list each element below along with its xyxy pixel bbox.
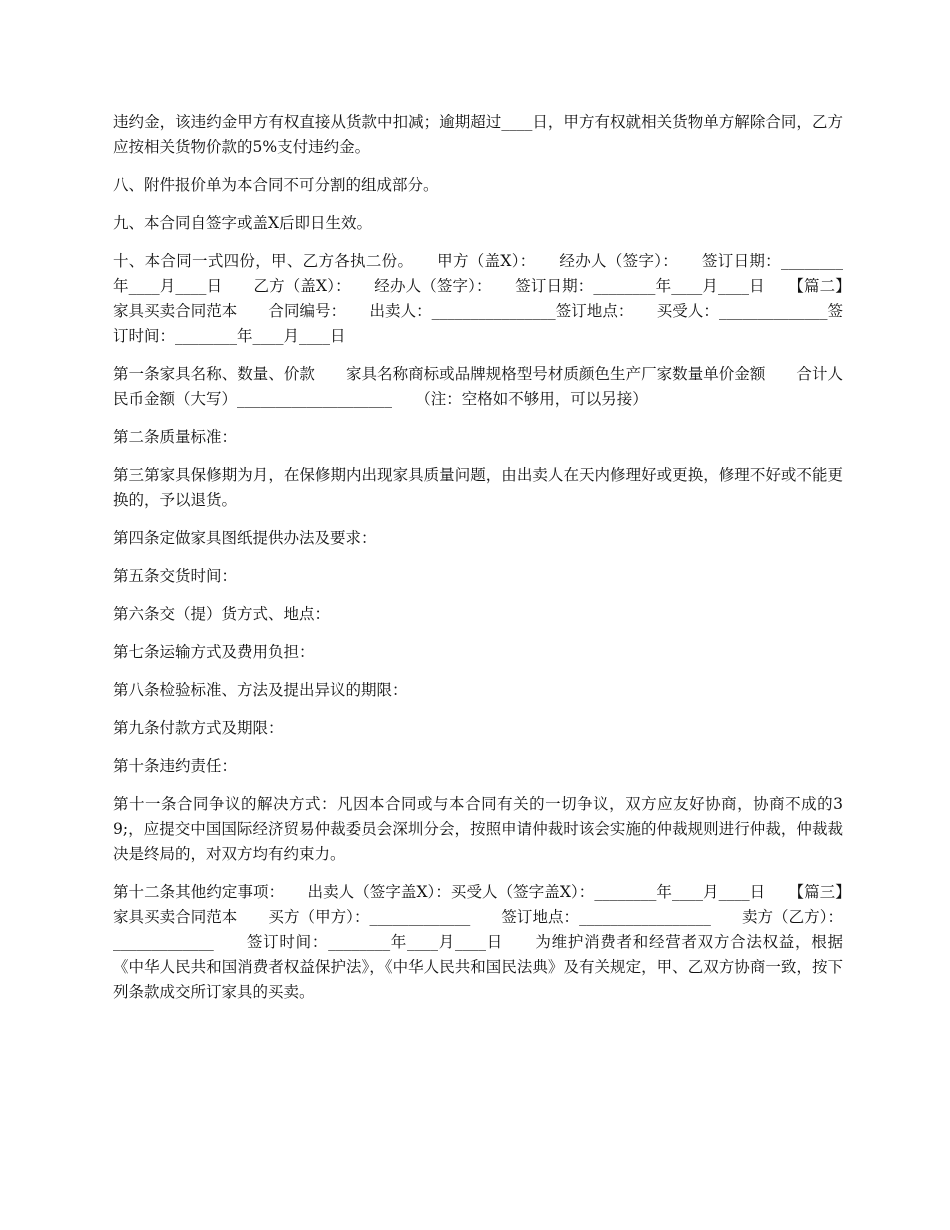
paragraph-article-3: 第三第家具保修期为月，在保修期内出现家具质量问题，由出卖人在天内修理好或更换，修理不好或不能更换的，予以退货。	[113, 466, 843, 509]
paragraph-article-2: 第二条质量标准：	[113, 428, 238, 446]
paragraph-article-9: 第九条付款方式及期限：	[113, 719, 284, 737]
paragraph-article-8: 第八条检验标准、方法及提出异议的期限：	[113, 681, 408, 699]
paragraph-clause-8: 八、附件报价单为本合同不可分割的组成部分。	[113, 176, 439, 194]
paragraph-clause-10-signatures: 十、本合同一式四份，甲、乙方各执二份。 甲方（盖X）： 经办人（签字）： 签订日期：________年____月____日 乙方（盖X）： 经办人（签字）： 签订日期：________年____月____日 【篇二】家具买卖合同范本 合同编号： 出卖人：________________签订地点： 买受人：______________签订时间：________年____月____日	[113, 252, 843, 345]
paragraph-article-11: 第十一条合同争议的解决方式：凡因本合同或与本合同有关的一切争议，双方应友好协商，协商不成的39;，应提交中国国际经济贸易仲裁委员会深圳分会，按照申请仲裁时该会实施的仲裁规则进行仲裁，仲裁裁决是终局的，对双方均有约束力。	[113, 795, 843, 863]
paragraph-article-1: 第一条家具名称、数量、价款 家具名称商标或品牌规格型号材质颜色生产厂家数量单价金额 合计人民币金额（大写）____________________ （注：空格如不够用，可以另接）	[113, 365, 843, 408]
paragraph-article-5: 第五条交货时间：	[113, 567, 238, 585]
paragraph-article-12: 第十二条其他约定事项： 出卖人（签字盖X）：买受人（签字盖X）：________年____月____日 【篇三】家具买卖合同范本 买方（甲方）：_____________ 签订地点：_________________ 卖方（乙方）：_____________ 签订时间：________年____月____日 为维护消费者和经营者双方合法权益，根据《中华人民共和国消费者权益保护法》，《中华人民共和国民法典》及有关规定，甲、乙双方协商一致，按下列条款成交所订家具的买卖。	[113, 883, 843, 1001]
paragraph-article-10: 第十条违约责任：	[113, 757, 238, 775]
document-page	[113, 110, 843, 1018]
paragraph-clause-9: 九、本合同自签字或盖X后即日生效。	[113, 214, 373, 232]
paragraph-article-6: 第六条交（提）货方式、地点：	[113, 605, 331, 623]
paragraph-article-4: 第四条定做家具图纸提供办法及要求：	[113, 529, 377, 547]
paragraph-article-7: 第七条运输方式及费用负担：	[113, 643, 315, 661]
paragraph-breach-penalty: 违约金，该违约金甲方有权直接从货款中扣减；逾期超过____日，甲方有权就相关货物单方解除合同，乙方应按相关货物价款的5%支付违约金。	[113, 113, 843, 156]
